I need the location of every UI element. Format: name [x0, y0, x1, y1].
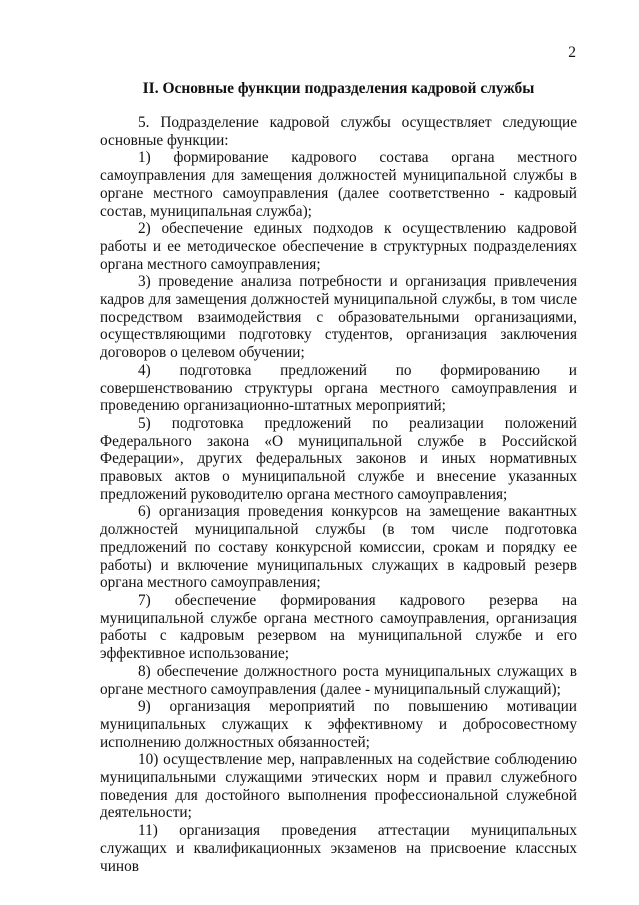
- paragraph: 3) проведение анализа потребности и организация привлечения кадров для замещения должностей муниципальной службы, в том числе посредством взаимодействия с образовательными организациями, осуществляющими подготовку студентов, организация заключения договоров о целевом обучении;: [100, 273, 577, 362]
- document-body: [100, 114, 577, 875]
- paragraph: 6) организация проведения конкурсов на замещение вакантных должностей муниципальной службы (в том числе подготовка предложений по составу конкурсной комиссии, срокам и порядку ее работы) и включение муниципальных служащих в кадровый резерв органа местного самоуправления;: [100, 503, 577, 592]
- paragraph: 2) обеспечение единых подходов к осуществлению кадровой работы и ее методическое обеспечение в структурных подразделениях органа местного самоуправления;: [100, 220, 577, 273]
- paragraph: 8) обеспечение должностного роста муниципальных служащих в органе местного самоуправления (далее - муниципальный служащий);: [100, 662, 577, 698]
- page-number: 2: [568, 44, 576, 61]
- paragraph: 7) обеспечение формирования кадрового резерва на муниципальной службе органа местного самоуправления, организация работы с кадровым резервом на муниципальной службе и его эффективное использование;: [100, 591, 577, 663]
- paragraph: 1) формирование кадрового состава органа местного самоуправления для замещения должностей муниципальной службы в органе местного самоуправления (далее соответственно - кадровый состав, муниципальная служба);: [100, 149, 577, 220]
- paragraph: 4) подготовка предложений по формированию и совершенствованию структуры органа местного самоуправления и проведению организационно-штатных мероприятий;: [100, 361, 577, 415]
- section-heading: II. Основные функции подразделения кадровой службы: [142, 80, 535, 97]
- paragraph: 5) подготовка предложений по реализации положений Федерального закона «О муниципальной службе в Российской Федерации», других федеральных законов и иных нормативных правовых актов о муниципальной службе и внесение указанных предложений руководителю органа местного самоуправления;: [100, 414, 577, 503]
- paragraph: 9) организация мероприятий по повышению мотивации муниципальных служащих к эффективному и добросовестному исполнению должностных обязанностей;: [100, 698, 577, 751]
- paragraph: 5. Подразделение кадровой службы осуществляет следующие основные функции:: [100, 114, 577, 149]
- paragraph: 10) осуществление мер, направленных на содействие соблюдению муниципальными служащими этических норм и правил служебного поведения для достойного выполнения профессиональной служебной деятельности;: [100, 751, 577, 822]
- paragraph: 11) организация проведения аттестации муниципальных служащих и квалификационных экзаменов на присвоение классных чинов: [100, 822, 577, 875]
